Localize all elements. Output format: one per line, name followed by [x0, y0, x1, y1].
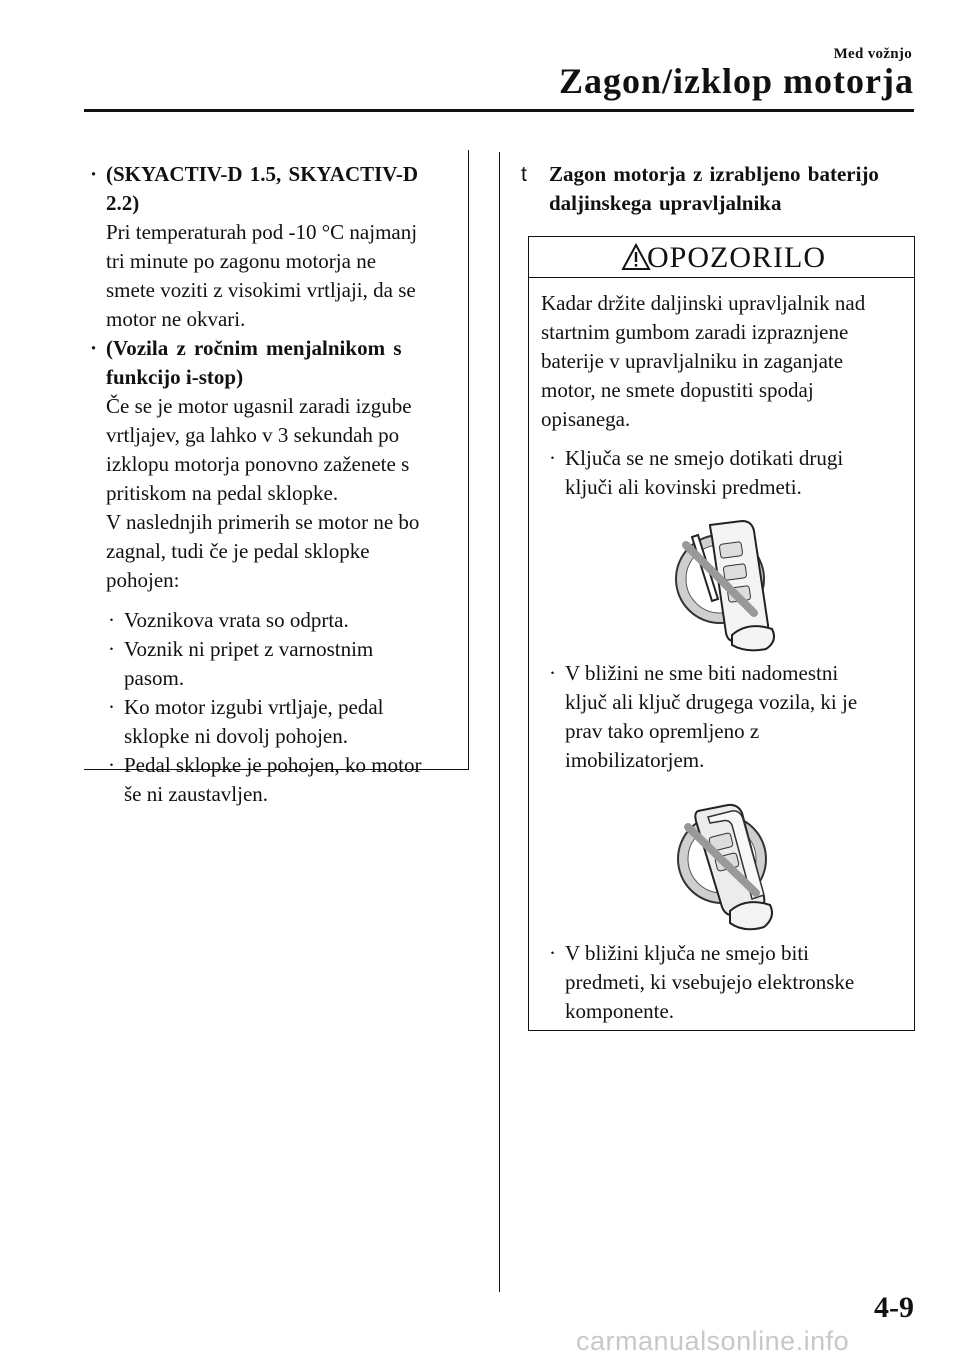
text-line: motor ne okvari. [106, 307, 246, 331]
bullet-icon: · [108, 695, 115, 719]
heading-line: daljinskega upravljalnika [549, 191, 782, 215]
text-line: izklopu motorja ponovno zaženete s [106, 452, 410, 476]
left-column [84, 160, 459, 809]
text-line: sklopke ni dovolj pohojen. [124, 724, 348, 748]
warning-title: OPOZORILO [647, 241, 826, 274]
text-line: smete voziti z visokimi vrtljaji, da se [106, 278, 416, 302]
text-line: Pri temperaturah pod -10 °C najmanj [106, 220, 418, 244]
item-title: (SKYACTIV-D 1.5, SKYACTIV-D [106, 162, 419, 186]
page-number: 4-9 [874, 1291, 914, 1324]
watermark: carmanualsonline.info [576, 1326, 850, 1356]
column-divider [499, 152, 500, 1292]
bullet-icon: · [90, 162, 98, 186]
text-line: zagnal, tudi če je pedal sklopke [106, 539, 370, 563]
text-line: V naslednjih primerih se motor ne bo [106, 510, 420, 534]
text-line: pritiskom na pedal sklopke. [106, 481, 339, 505]
sub-list-item [84, 751, 459, 809]
text-line: ključ ali ključ drugega vozila, ki je [565, 690, 858, 714]
bullet-icon: · [108, 753, 115, 777]
section-marker: t [521, 163, 527, 186]
sub-list-item [84, 606, 459, 635]
text-line: motor, ne smete dopustiti spodaj [541, 378, 814, 402]
bullet-icon: · [90, 336, 98, 360]
text-line: pasom. [124, 666, 185, 690]
warning-header [529, 237, 914, 278]
section-heading [521, 160, 916, 218]
item-title: 2.2) [106, 191, 140, 215]
text-line: komponente. [565, 999, 675, 1023]
item-title: funkcijo i-stop) [106, 365, 244, 389]
text-line: Če se je motor ugasnil zaradi izgube [106, 394, 412, 418]
sub-list-item [84, 693, 459, 751]
bullet-icon: · [549, 446, 556, 470]
text-line: Pedal sklopke je pohojen, ko motor [124, 753, 422, 777]
text-line: predmeti, ki vsebujejo elektronske [565, 970, 855, 994]
list-item-istop [84, 334, 459, 595]
warning-box [528, 236, 915, 1031]
text-line: V bližini ne sme biti nadomestni [565, 661, 839, 685]
text-line: opisanega. [541, 407, 631, 431]
warning-body-3 [541, 939, 911, 1026]
bullet-icon: · [108, 637, 115, 661]
text-line: startnim gumbom zaradi izpraznjene [541, 320, 849, 344]
warning-body-2 [541, 659, 911, 775]
heading-line: Zagon motorja z izrabljeno baterijo [549, 162, 879, 186]
key-illustration-1 [672, 517, 782, 657]
text-line: Kadar držite daljinski upravljalnik nad [541, 291, 866, 315]
sub-list-item [84, 635, 459, 693]
page-title: Zagon/izklop motorja [558, 61, 914, 101]
text-line: imobilizatorjem. [565, 748, 705, 772]
text-line: Ko motor izgubi vrtljaje, pedal [124, 695, 384, 719]
bullet-icon: · [108, 608, 115, 632]
list-item-skyactiv [84, 160, 459, 334]
text-line: pohojen: [106, 568, 180, 592]
warning-bullet [541, 444, 901, 502]
bullet-icon: · [549, 661, 556, 685]
text-line: še ni zaustavljen. [124, 782, 269, 806]
text-line: prav tako opremljeno z [565, 719, 760, 743]
item-title: (Vozila z ročnim menjalnikom s [106, 336, 402, 360]
bullet-icon: · [549, 941, 556, 965]
text-line: Voznik ni pripet z varnostnim [124, 637, 374, 661]
text-line: ključi ali kovinski predmeti. [565, 475, 802, 499]
text-line: tri minute po zagonu motorja ne [106, 249, 377, 273]
warning-bullet [541, 939, 911, 1026]
text-line: baterije v upravljalniku in zaganjate [541, 349, 844, 373]
text-line: Ključa se ne smejo dotikati drugi [565, 446, 844, 470]
text-line: V bližini ključa ne smejo biti [565, 941, 809, 965]
text-line: vrtljajev, ga lahko v 3 sekundah po [106, 423, 400, 447]
header-rule [84, 109, 914, 112]
key-illustration-2 [672, 797, 782, 937]
section-label: Med vožnjo [833, 46, 912, 62]
warning-bullet [541, 659, 911, 775]
text-line: Voznikova vrata so odprta. [124, 608, 349, 632]
warning-body [541, 289, 901, 502]
